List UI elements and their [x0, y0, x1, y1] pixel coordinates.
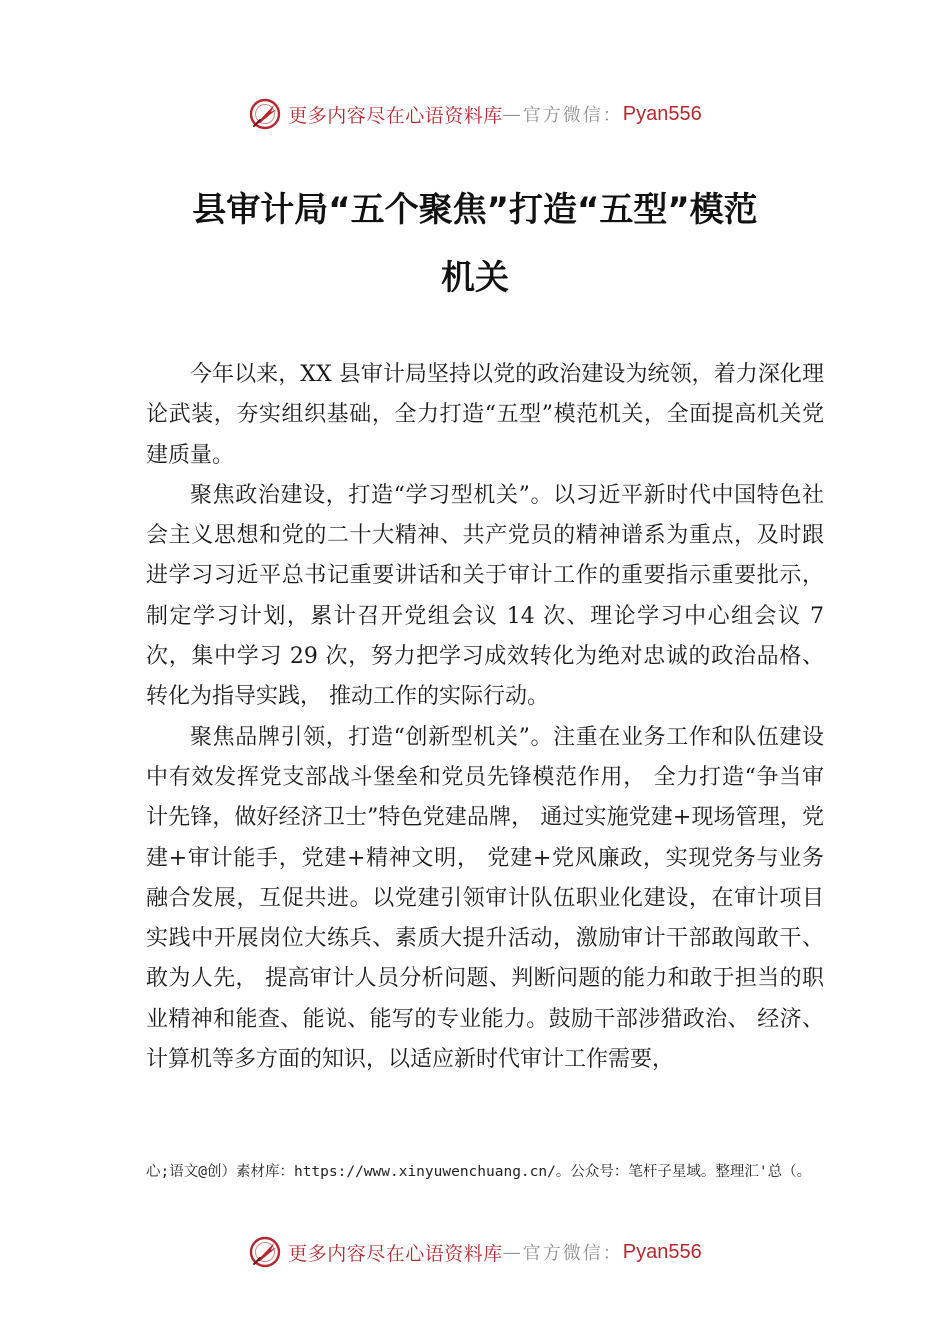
paragraph-intro: 今年以来，XX 县审计局坚持以党的政治建设为统领，着力深化理论武装，夯实组织基础，全力打造“五型”模范机关，全面提高机关党建质量。 [146, 362, 824, 468]
document-title-line-1: 县审计局“五个聚焦”打造“五型”模范 [192, 190, 758, 230]
source-footnote: 心;语文@创）素材库：https://www.xinyuwenchuang.cn/。公众号：笔杆子星域。整理汇'总（。 [146, 1164, 812, 1180]
banner-wechat-id: Pyan556 [622, 102, 702, 125]
header-banner [0, 94, 950, 134]
document-body [146, 355, 824, 1080]
banner-wechat-id: Pyan556 [622, 1240, 702, 1263]
banner-library-text: 更多内容尽在心语资料库 [288, 104, 503, 127]
quill-seal-icon [248, 97, 282, 131]
banner-separator: — [502, 1241, 523, 1263]
footer-banner [0, 1232, 950, 1272]
document-title-line-2: 机关 [441, 258, 509, 298]
banner-wechat-label: 官方微信： [522, 1243, 623, 1264]
banner-library-text: 更多内容尽在心语资料库 [288, 1242, 503, 1265]
paragraph-learning-organ: 聚焦政治建设，打造“学习型机关”。以习近平新时代中国特色社会主义思想和党的二十大精神、共产党员的精神谱系为重点，及时跟进学习习近平总书记重要讲话和关于审计工作的重要指示重要批示，制定学习计划，累计召开党组会议 14 次、理论学习中心组会议 7 次，集中学习 29 次，努力把学习成效转化为绝对忠诚的政治品格、转化为指导实践， 推动工作的实际行动。 [146, 482, 824, 710]
quill-seal-icon [248, 1235, 282, 1269]
paragraph-innovative-organ: 聚焦品牌引领，打造“创新型机关”。注重在业务工作和队伍建设中有效发挥党支部战斗堡垒和党员先锋模范作用， 全力打造“争当审计先锋，做好经济卫士”特色党建品牌， 通过实施党建+现场管理，党建+审计能手，党建+精神文明， 党建+党风廉政，实现党务与业务融合发展，互促共进。以党建引领审计队伍职业化建设，在审计项目实践中开展岗位大练兵、素质大提升活动，激励审计干部敢闯敢干、敢为人先， 提高审计人员分析问题、判断问题的能力和敢于担当的职业精神和能查、能说、能写的专业能力。鼓励干部涉猎政治、 经济、计算机等多方面的知识，以适应新时代审计工作需要， [146, 724, 824, 1073]
banner-separator: — [502, 103, 523, 125]
banner-wechat-label: 官方微信： [522, 105, 623, 126]
